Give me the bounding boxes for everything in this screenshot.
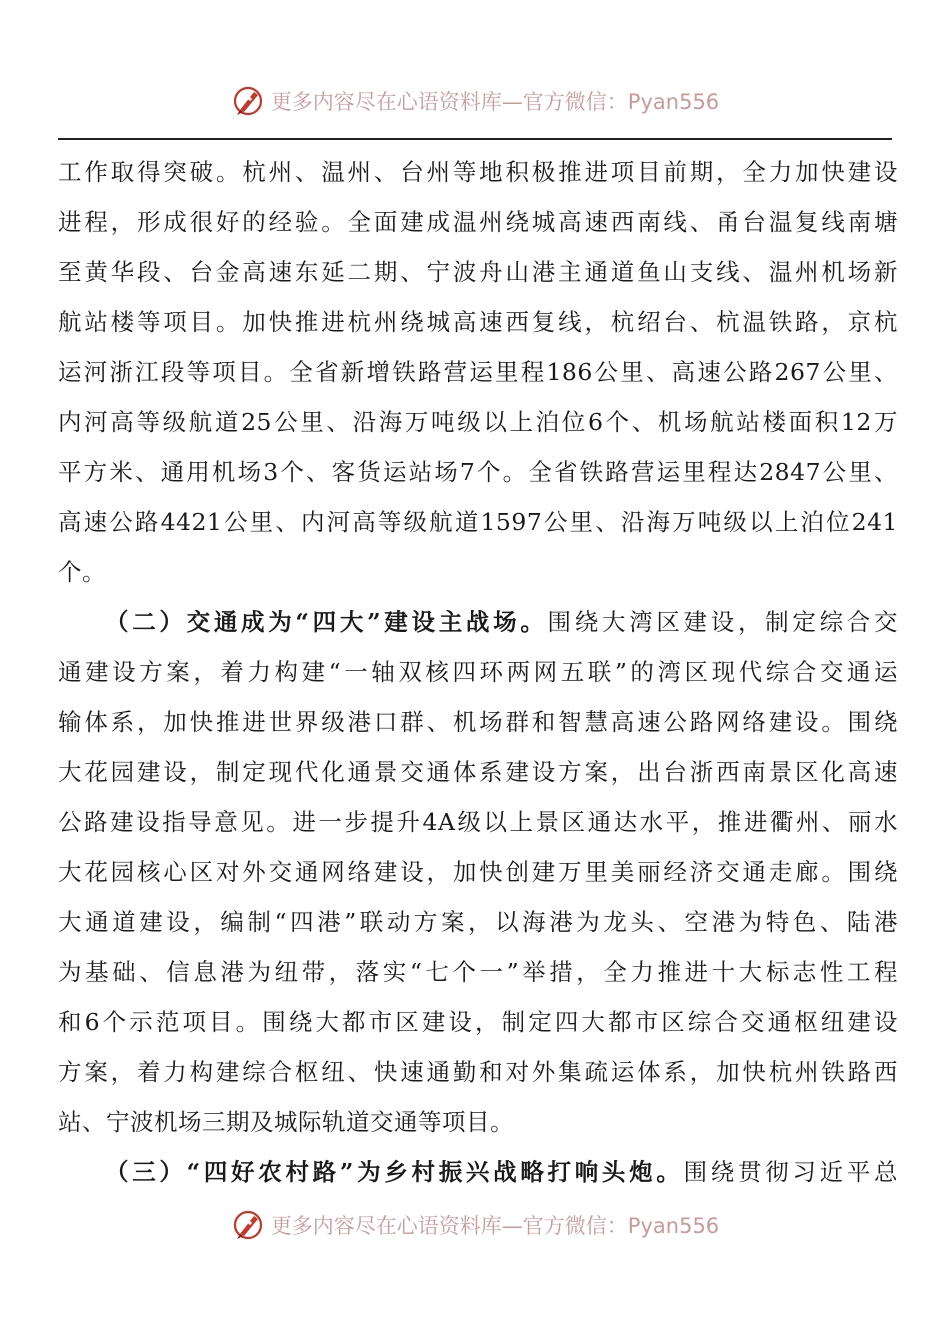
paragraph-line: 公路建设指导意见。进一步提升4A级以上景区通达水平，推进衢州、丽水 — [58, 808, 898, 836]
section-2-text: 围绕大湾区建设，制定综合交 — [547, 608, 898, 636]
footer-watermark — [0, 1208, 950, 1242]
header-watermark — [0, 84, 950, 118]
section-2-first-line — [58, 597, 898, 647]
paragraph-line: 站、宁波机场三期及城际轨道交通等项目。 — [58, 1108, 514, 1136]
section-3-heading: （三）“四好农村路”为乡村振兴战略打响头炮。 — [105, 1158, 684, 1186]
paragraph-line: 大通道建设，编制“四港”联动方案，以海港为龙头、空港为特色、陆港 — [58, 908, 898, 936]
pen-nib-logo-icon — [231, 84, 265, 118]
section-3-first-line — [58, 1147, 898, 1197]
paragraph-line: 进程，形成很好的经验。全面建成温州绕城高速西南线、甬台温复线南塘 — [58, 208, 898, 236]
watermark-text: 更多内容尽在心语资料库—官方微信：Pyan556 — [270, 1214, 720, 1238]
paragraph-line: 和6个示范项目。围绕大都市区建设，制定四大都市区综合交通枢纽建设 — [58, 1008, 898, 1036]
paragraph-line: 运河浙江段等项目。全省新增铁路营运里程186公里、高速公路267公里、 — [58, 358, 898, 386]
paragraph-line: 大花园核心区对外交通网络建设，加快创建万里美丽经济交通走廊。围绕 — [58, 858, 898, 886]
document-body — [58, 147, 898, 1197]
paragraph-line: 航站楼等项目。加快推进杭州绕城高速西复线，杭绍台、杭温铁路，京杭 — [58, 308, 898, 336]
header-divider — [58, 138, 892, 140]
section-2-heading: （二）交通成为“四大”建设主战场。 — [105, 608, 548, 636]
watermark-text: 更多内容尽在心语资料库—官方微信：Pyan556 — [270, 90, 720, 114]
paragraph-line: 工作取得突破。杭州、温州、台州等地积极推进项目前期，全力加快建设 — [58, 158, 898, 186]
paragraph-line: 大花园建设，制定现代化通景交通体系建设方案，出台浙西南景区化高速 — [58, 758, 898, 786]
paragraph-line: 通建设方案，着力构建“一轴双核四环两网五联”的湾区现代综合交通运 — [58, 658, 898, 686]
paragraph-line: 高速公路4421公里、内河高等级航道1597公里、沿海万吨级以上泊位241 — [58, 508, 898, 536]
paragraph-line: 平方米、通用机场3个、客货运站场7个。全省铁路营运里程达2847公里、 — [58, 458, 898, 486]
paragraph-line: 输体系，加快推进世界级港口群、机场群和智慧高速公路网络建设。围绕 — [58, 708, 898, 736]
paragraph-line: 方案，着力构建综合枢纽、快速通勤和对外集疏运体系，加快杭州铁路西 — [58, 1058, 898, 1086]
paragraph-line: 个。 — [58, 558, 106, 586]
pen-nib-logo-icon — [231, 1208, 265, 1242]
paragraph-line: 为基础、信息港为纽带，落实“七个一”举措，全力推进十大标志性工程 — [58, 958, 898, 986]
section-3-text: 围绕贯彻习近平总 — [683, 1158, 898, 1186]
paragraph-line: 内河高等级航道25公里、沿海万吨级以上泊位6个、机场航站楼面积12万 — [58, 408, 898, 436]
paragraph-line: 至黄华段、台金高速东延二期、宁波舟山港主通道鱼山支线、温州机场新 — [58, 258, 898, 286]
